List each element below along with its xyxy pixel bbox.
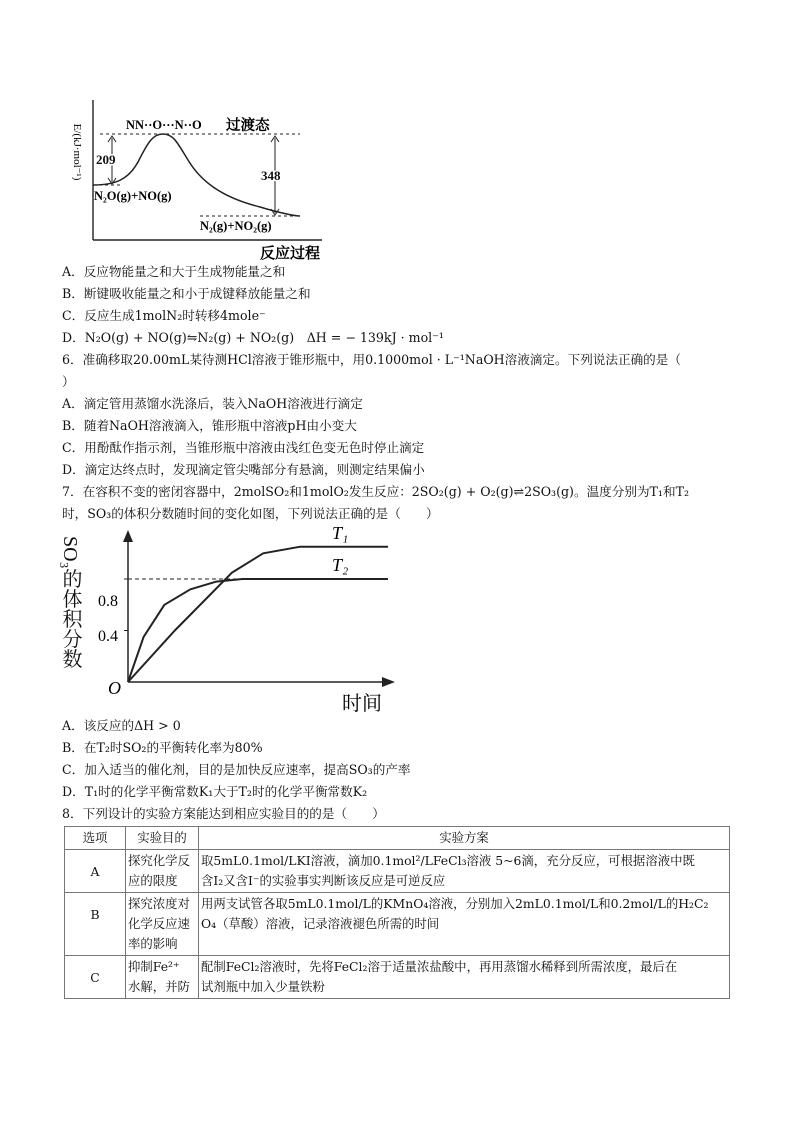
q6-option-c[interactable]: C．用酚酞作指示剂，当锥形瓶中溶液由浅红色变无色时停止滴定 xyxy=(62,440,425,455)
energy-ylabel: E/(kJ·mol⁻¹) xyxy=(71,123,83,181)
goal-line: 探究浓度对 xyxy=(128,896,190,911)
series-line-1 xyxy=(128,547,388,682)
plan-line: 取5mL0.1mol/LKI溶液，滴加0.1mol²/LFeCl₃溶液 5~6滴，充分反应，可根据溶液中既 xyxy=(201,853,695,868)
plan-line: 配制FeCl₂溶液时，先将FeCl₂溶于适量浓盐酸中，再用蒸馏水稀释到所需浓度，最后在 xyxy=(201,959,678,974)
row-goal xyxy=(126,893,199,956)
q6-stem-line2: ） xyxy=(62,374,75,389)
row-option: C xyxy=(65,956,126,999)
q6-stem-line1: 6．准确移取20.00mL某待测HCl溶液于锥形瓶中，用0.1000mol · L⁻¹NaOH溶液滴定。下列说法正确的是（ xyxy=(62,352,681,367)
plan-line: O₄（草酸）溶液，记录溶液褪色所需的时间 xyxy=(201,916,440,931)
row-option: A xyxy=(65,850,126,893)
transition-molecule: NN··O···N··O xyxy=(126,118,202,132)
q7-option-c[interactable]: C．加入适当的催化剂，目的是加快反应速率，提高SO₃的产率 xyxy=(62,762,411,777)
q7-option-a[interactable]: A．该反应的ΔH > 0 xyxy=(62,718,181,733)
q7-option-b[interactable]: B．在T₂时SO₂的平衡转化率为80% xyxy=(62,740,263,755)
goal-line: 化学反应速 xyxy=(128,916,190,931)
header-goal: 实验目的 xyxy=(126,827,199,850)
transition-state-label: 过渡态 xyxy=(226,118,270,134)
plan-line: 试剂瓶中加入少量铁粉 xyxy=(201,979,325,994)
chart-xlabel: 时间 xyxy=(342,693,382,715)
so3-chart xyxy=(59,522,402,716)
products-label: N₂(g)+NO₂(g) xyxy=(200,219,272,233)
q6-option-d[interactable]: D．滴定达终点时，发现滴定管尖嘴部分有悬滴，则测定结果偏小 xyxy=(62,462,425,477)
header-option: 选项 xyxy=(65,827,126,850)
q5-option-b[interactable]: B．断键吸收能量之和小于成键释放能量之和 xyxy=(62,286,311,301)
q5-option-c[interactable]: C．反应生成1molN₂时转移4mole⁻ xyxy=(62,308,266,323)
chart-y-arrow xyxy=(123,530,133,542)
q7-option-d[interactable]: D．T₁时的化学平衡常数K₁大于T₂时的化学平衡常数K₂ xyxy=(62,784,368,799)
q7-stem-line1: 7．在容积不变的密闭容器中，2molSO₂和1molO₂发生反应：2SO₂(g) + O₂(g)⇌2SO₃(g)。温度分别为T₁和T₂ xyxy=(62,484,690,499)
q5-option-d[interactable]: D．N₂O(g) + NO(g)⇋N₂(g) + NO₂(g) ΔH = − 139kJ · mol⁻¹ xyxy=(62,330,444,345)
experiment-table xyxy=(64,826,730,999)
plan-line: 用两支试管各取5mL0.1mol/L的KMnO₄溶液，分别加入2mL0.1mol/L和0.2mol/L的H₂C₂ xyxy=(201,896,709,911)
energy-xlabel: 反应过程 xyxy=(260,246,321,262)
tick-label-0-8: 0.8 xyxy=(98,593,118,610)
header-plan: 实验方案 xyxy=(199,827,730,850)
goal-line: 抑制Fe²⁺ xyxy=(128,959,180,974)
tick-label-0-4: 0.4 xyxy=(98,628,118,645)
q8-stem: 8．下列设计的实验方案能达到相应实验目的的是（ ） xyxy=(62,806,385,821)
goal-line: 应的限度 xyxy=(128,873,178,888)
goal-line: 率的影响 xyxy=(128,936,178,951)
row-plan xyxy=(199,956,730,999)
value-348: 348 xyxy=(261,168,281,183)
row-option: B xyxy=(65,893,126,956)
row-plan xyxy=(199,850,730,893)
chart-x-arrow xyxy=(382,677,395,687)
value-209: 209 xyxy=(96,152,116,167)
row-goal xyxy=(126,956,199,999)
table-row xyxy=(65,850,730,893)
goal-line: 探究化学反 xyxy=(128,853,190,868)
energy-diagram xyxy=(60,92,350,262)
table-header-row xyxy=(65,827,730,850)
reactants-label: N₂O(g)+NO(g) xyxy=(94,189,172,203)
series-label-1: T₁ xyxy=(332,522,349,543)
series-line-2 xyxy=(128,579,388,682)
row-goal xyxy=(126,850,199,893)
chart-ylabel: SO₃的体积分数 xyxy=(59,536,81,669)
table-row xyxy=(65,893,730,956)
plan-line: 含I₂又含I⁻的实验事实判断该反应是可逆反应 xyxy=(201,873,446,888)
table-row xyxy=(65,956,730,999)
q5-option-a[interactable]: A．反应物能量之和大于生成物能量之和 xyxy=(62,264,286,279)
series-label-2: T₂ xyxy=(332,555,349,575)
goal-line: 水解，并防 xyxy=(128,979,190,994)
origin-label: O xyxy=(108,678,121,698)
q6-option-a[interactable]: A．滴定管用蒸馏水洗涤后，装入NaOH溶液进行滴定 xyxy=(62,396,363,411)
q7-stem-line2: 时，SO₃的体积分数随时间的变化如图，下列说法正确的是（ ） xyxy=(62,506,439,521)
row-plan xyxy=(199,893,730,956)
q6-option-b[interactable]: B．随着NaOH溶液滴入，锥形瓶中溶液pH由小变大 xyxy=(62,418,357,433)
